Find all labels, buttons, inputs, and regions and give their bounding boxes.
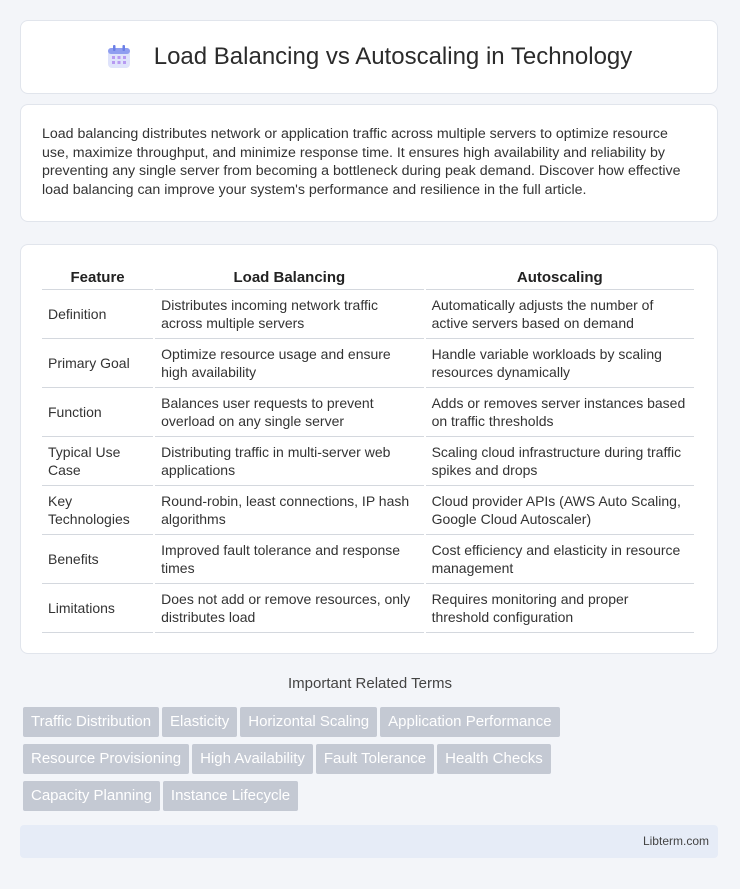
row-feature: Key Technologies: [42, 486, 153, 535]
related-terms-list: [23, 707, 723, 818]
related-term-tag[interactable]: Horizontal Scaling: [240, 707, 377, 737]
related-term-tag[interactable]: Resource Provisioning: [23, 744, 189, 774]
intro-text: Load balancing distributes network or application traffic across multiple servers to optimize resource use, maximize throughput, and minimize response time. It ensures high availability and reliability by preventing any single server from becoming a bottleneck during peak demand. Discover how effective load balancing can improve your system's performance and resilience in the full article.: [42, 126, 681, 198]
row-feature: Limitations: [42, 584, 153, 633]
row-feature: Primary Goal: [42, 339, 153, 388]
row-autoscaling: Automatically adjusts the number of active servers based on demand: [426, 290, 694, 339]
header-autoscaling: Autoscaling: [426, 265, 694, 290]
table-row: [42, 584, 694, 633]
related-term-tag[interactable]: Capacity Planning: [23, 781, 160, 811]
row-load-balancing: Improved fault tolerance and response times: [155, 535, 423, 584]
row-autoscaling: Cost efficiency and elasticity in resource management: [426, 535, 694, 584]
footer: [20, 825, 718, 858]
comparison-table: [40, 265, 696, 633]
row-autoscaling: Cloud provider APIs (AWS Auto Scaling, Google Cloud Autoscaler): [426, 486, 694, 535]
row-feature: Benefits: [42, 535, 153, 584]
related-term-tag[interactable]: Elasticity: [162, 707, 237, 737]
table-row: [42, 290, 694, 339]
footer-site-link[interactable]: Libterm.com: [642, 834, 709, 848]
table-row: [42, 535, 694, 584]
row-feature: Function: [42, 388, 153, 437]
row-autoscaling: Requires monitoring and proper threshold configuration: [426, 584, 694, 633]
page-title: Load Balancing vs Autoscaling in Technology: [153, 43, 633, 70]
table-row: [42, 486, 694, 535]
row-load-balancing: Distributing traffic in multi-server web applications: [155, 437, 423, 486]
row-autoscaling: Adds or removes server instances based on traffic thresholds: [426, 388, 694, 437]
row-autoscaling: Handle variable workloads by scaling resources dynamically: [426, 339, 694, 388]
comparison-card: [20, 244, 718, 654]
related-term-tag[interactable]: High Availability: [192, 744, 313, 774]
calendar-icon: [106, 44, 132, 70]
intro-card: [20, 104, 718, 222]
related-term-tag[interactable]: Fault Tolerance: [316, 744, 434, 774]
row-load-balancing: Does not add or remove resources, only distributes load: [155, 584, 423, 633]
row-load-balancing: Optimize resource usage and ensure high availability: [155, 339, 423, 388]
header-load-balancing: Load Balancing: [155, 265, 423, 290]
related-term-tag[interactable]: Instance Lifecycle: [163, 781, 298, 811]
row-autoscaling: Scaling cloud infrastructure during traffic spikes and drops: [426, 437, 694, 486]
row-feature: Definition: [42, 290, 153, 339]
related-term-tag[interactable]: Application Performance: [380, 707, 559, 737]
row-load-balancing: Round-robin, least connections, IP hash algorithms: [155, 486, 423, 535]
header-card: [20, 20, 718, 94]
table-row: [42, 388, 694, 437]
header-feature: Feature: [42, 265, 153, 290]
related-term-tag[interactable]: Traffic Distribution: [23, 707, 159, 737]
table-row: [42, 339, 694, 388]
related-term-tag[interactable]: Health Checks: [437, 744, 551, 774]
table-row: [42, 437, 694, 486]
related-terms-title: Important Related Terms: [288, 675, 452, 692]
row-load-balancing: Balances user requests to prevent overload on any single server: [155, 388, 423, 437]
row-feature: Typical Use Case: [42, 437, 153, 486]
row-load-balancing: Distributes incoming network traffic across multiple servers: [155, 290, 423, 339]
table-header-row: [42, 265, 694, 290]
